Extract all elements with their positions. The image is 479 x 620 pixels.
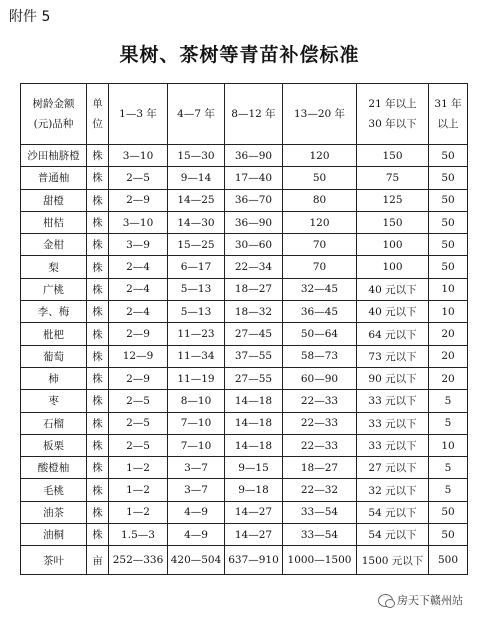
cell-variety: 毛桃: [21, 479, 87, 501]
cell-unit: 株: [87, 323, 109, 345]
cell-variety: 油茶: [21, 501, 87, 523]
cell-variety: 石榴: [21, 412, 87, 434]
cell-age-1-3: 2—4: [109, 301, 168, 323]
attachment-label: 附件 5: [9, 9, 51, 25]
cell-age-21-30: 1500 元以下: [357, 546, 429, 575]
cell-age-31: 50: [429, 524, 468, 546]
cell-age-1-3: 1.5—3: [109, 524, 168, 546]
cell-age-21-30: 100: [357, 234, 429, 256]
cell-age-8-12: 14—18: [225, 390, 283, 412]
cell-unit: 株: [87, 211, 109, 233]
cell-age-31: 50: [429, 234, 468, 256]
cell-age-21-30: 54 元以下: [357, 501, 429, 523]
cell-unit: 株: [87, 524, 109, 546]
cell-age-1-3: 2—5: [109, 390, 168, 412]
cell-variety: 沙田柚脐橙: [21, 145, 87, 167]
header-age-21-30: [357, 84, 429, 145]
cell-age-8-12: 22—34: [225, 256, 283, 278]
cell-age-8-12: 14—18: [225, 412, 283, 434]
cell-age-4-7: 420—504: [168, 546, 225, 575]
header-age-8-12: 8—12 年: [225, 84, 283, 145]
cell-age-8-12: 36—90: [225, 145, 283, 167]
table-row: [21, 457, 468, 479]
cell-age-4-7: 14—30: [168, 211, 225, 233]
header-age-1-3: 1—3 年: [109, 84, 168, 145]
watermark-text: 房天下赣州站: [397, 594, 463, 607]
cell-variety: 油桐: [21, 524, 87, 546]
cell-variety: 甜橙: [21, 189, 87, 211]
header-unit-line1: 单: [92, 98, 103, 110]
cell-age-21-30: 54 元以下: [357, 524, 429, 546]
header-age-31: [429, 84, 468, 145]
cell-age-31: 10: [429, 434, 468, 456]
compensation-table: [20, 83, 468, 575]
cell-age-8-12: 37—55: [225, 345, 283, 367]
cell-variety: 茶叶: [21, 546, 87, 575]
header-age-31-line1: 31 年: [434, 98, 462, 110]
document-title: 果树、茶树等青苗补偿标准: [119, 44, 360, 66]
cell-age-4-7: 5—13: [168, 301, 225, 323]
header-unit: [87, 84, 109, 145]
cell-unit: 株: [87, 301, 109, 323]
cell-age-13-20: 22—33: [283, 412, 357, 434]
header-age-21-30-line1: 21 年以上: [368, 98, 417, 110]
table-row: [21, 412, 468, 434]
table-header-row: [21, 84, 468, 145]
cell-age-21-30: 33 元以下: [357, 434, 429, 456]
cell-age-31: 50: [429, 167, 468, 189]
cell-age-13-20: 18—27: [283, 457, 357, 479]
cell-age-31: 50: [429, 211, 468, 233]
cell-variety: 普通柚: [21, 167, 87, 189]
cell-age-21-30: 150: [357, 211, 429, 233]
cell-age-1-3: 2—4: [109, 278, 168, 300]
cell-age-13-20: 70: [283, 256, 357, 278]
cell-age-31: 5: [429, 412, 468, 434]
table-row: [21, 546, 468, 575]
table-row: [21, 301, 468, 323]
table-row: [21, 479, 468, 501]
cell-age-21-30: 90 元以下: [357, 367, 429, 389]
cell-age-8-12: 36—70: [225, 189, 283, 211]
cell-age-1-3: 2—5: [109, 412, 168, 434]
table-row: [21, 167, 468, 189]
wechat-icon: [378, 594, 393, 607]
cell-age-8-12: 17—40: [225, 167, 283, 189]
cell-variety: 广桃: [21, 278, 87, 300]
cell-age-4-7: 4—9: [168, 501, 225, 523]
cell-age-4-7: 7—10: [168, 412, 225, 434]
cell-unit: 株: [87, 390, 109, 412]
cell-age-1-3: 2—5: [109, 434, 168, 456]
cell-variety: 李、梅: [21, 301, 87, 323]
cell-age-13-20: 22—32: [283, 479, 357, 501]
cell-unit: 株: [87, 167, 109, 189]
cell-age-31: 10: [429, 278, 468, 300]
cell-age-1-3: 12—9: [109, 345, 168, 367]
cell-age-31: 500: [429, 546, 468, 575]
cell-age-13-20: 50—64: [283, 323, 357, 345]
cell-age-31: 50: [429, 256, 468, 278]
cell-variety: 板栗: [21, 434, 87, 456]
cell-age-4-7: 6—17: [168, 256, 225, 278]
cell-age-8-12: 14—27: [225, 524, 283, 546]
cell-age-4-7: 8—10: [168, 390, 225, 412]
header-age-21-30-line2: 30 年以下: [368, 118, 417, 130]
table-row: [21, 211, 468, 233]
cell-age-13-20: 33—54: [283, 501, 357, 523]
cell-age-21-30: 75: [357, 167, 429, 189]
cell-age-1-3: 2—9: [109, 323, 168, 345]
table-row: [21, 367, 468, 389]
cell-age-1-3: 1—2: [109, 479, 168, 501]
cell-age-13-20: 70: [283, 234, 357, 256]
header-variety-line1: 树龄金额: [32, 98, 75, 110]
cell-age-8-12: 27—45: [225, 323, 283, 345]
cell-age-1-3: 3—9: [109, 234, 168, 256]
cell-age-8-12: 9—15: [225, 457, 283, 479]
cell-age-1-3: 2—9: [109, 367, 168, 389]
cell-unit: 亩: [87, 546, 109, 575]
cell-age-21-30: 32 元以下: [357, 479, 429, 501]
cell-unit: 株: [87, 145, 109, 167]
header-age-13-20: 13—20 年: [283, 84, 357, 145]
cell-variety: 枣: [21, 390, 87, 412]
cell-unit: 株: [87, 278, 109, 300]
cell-age-13-20: 50: [283, 167, 357, 189]
cell-age-1-3: 3—10: [109, 145, 168, 167]
cell-age-31: 50: [429, 501, 468, 523]
cell-age-8-12: 18—32: [225, 301, 283, 323]
header-variety: [21, 84, 87, 145]
cell-age-4-7: 4—9: [168, 524, 225, 546]
cell-age-8-12: 18—27: [225, 278, 283, 300]
cell-unit: 株: [87, 189, 109, 211]
cell-age-4-7: 3—7: [168, 479, 225, 501]
cell-age-8-12: 36—90: [225, 211, 283, 233]
cell-age-1-3: 3—10: [109, 211, 168, 233]
cell-age-13-20: 22—33: [283, 390, 357, 412]
header-age-4-7: 4—7 年: [168, 84, 225, 145]
cell-age-21-30: 73 元以下: [357, 345, 429, 367]
cell-age-21-30: 33 元以下: [357, 390, 429, 412]
cell-age-4-7: 7—10: [168, 434, 225, 456]
cell-unit: 株: [87, 256, 109, 278]
cell-variety: 柿: [21, 367, 87, 389]
table-row: [21, 256, 468, 278]
cell-age-31: 5: [429, 479, 468, 501]
cell-age-21-30: 64 元以下: [357, 323, 429, 345]
cell-age-4-7: 15—25: [168, 234, 225, 256]
cell-age-21-30: 33 元以下: [357, 412, 429, 434]
cell-unit: 株: [87, 479, 109, 501]
cell-age-4-7: 11—19: [168, 367, 225, 389]
cell-age-31: 20: [429, 367, 468, 389]
cell-variety: 金柑: [21, 234, 87, 256]
cell-age-21-30: 100: [357, 256, 429, 278]
cell-age-1-3: 252—336: [109, 546, 168, 575]
cell-unit: 株: [87, 434, 109, 456]
cell-unit: 株: [87, 345, 109, 367]
cell-age-8-12: 14—27: [225, 501, 283, 523]
cell-age-13-20: 60—90: [283, 367, 357, 389]
table-row: [21, 501, 468, 523]
header-unit-line2: 位: [92, 118, 103, 130]
cell-age-13-20: 22—33: [283, 434, 357, 456]
cell-age-21-30: 40 元以下: [357, 301, 429, 323]
cell-age-13-20: 1000—1500: [283, 546, 357, 575]
cell-age-1-3: 1—2: [109, 457, 168, 479]
cell-variety: 枇杷: [21, 323, 87, 345]
cell-age-31: 50: [429, 145, 468, 167]
cell-age-13-20: 32—45: [283, 278, 357, 300]
cell-age-13-20: 58—73: [283, 345, 357, 367]
cell-age-13-20: 120: [283, 211, 357, 233]
table-row: [21, 323, 468, 345]
header-age-31-line2: 以上: [437, 118, 459, 130]
cell-age-4-7: 11—23: [168, 323, 225, 345]
cell-variety: 葡萄: [21, 345, 87, 367]
table-row: [21, 345, 468, 367]
table-row: [21, 390, 468, 412]
cell-age-4-7: 15—30: [168, 145, 225, 167]
cell-age-4-7: 3—7: [168, 457, 225, 479]
cell-age-8-12: 30—60: [225, 234, 283, 256]
cell-age-13-20: 80: [283, 189, 357, 211]
cell-unit: 株: [87, 367, 109, 389]
cell-age-31: 20: [429, 345, 468, 367]
cell-age-8-12: 14—18: [225, 434, 283, 456]
cell-age-21-30: 150: [357, 145, 429, 167]
cell-age-1-3: 2—4: [109, 256, 168, 278]
cell-age-1-3: 2—5: [109, 167, 168, 189]
cell-variety: 酸橙柚: [21, 457, 87, 479]
cell-age-31: 20: [429, 323, 468, 345]
cell-unit: 株: [87, 412, 109, 434]
table-row: [21, 434, 468, 456]
cell-age-31: 50: [429, 189, 468, 211]
cell-age-4-7: 14—25: [168, 189, 225, 211]
cell-unit: 株: [87, 234, 109, 256]
cell-age-13-20: 33—54: [283, 524, 357, 546]
cell-age-8-12: 27—55: [225, 367, 283, 389]
cell-age-4-7: 11—34: [168, 345, 225, 367]
cell-age-8-12: 9—18: [225, 479, 283, 501]
cell-variety: 柑桔: [21, 211, 87, 233]
table-row: [21, 145, 468, 167]
watermark: [378, 592, 463, 608]
cell-age-31: 10: [429, 301, 468, 323]
cell-age-4-7: 5—13: [168, 278, 225, 300]
cell-unit: 株: [87, 501, 109, 523]
header-variety-line2: (元)品种: [33, 118, 74, 130]
cell-age-8-12: 637—910: [225, 546, 283, 575]
cell-age-13-20: 120: [283, 145, 357, 167]
cell-age-31: 5: [429, 390, 468, 412]
table-row: [21, 524, 468, 546]
cell-age-21-30: 125: [357, 189, 429, 211]
cell-age-31: 5: [429, 457, 468, 479]
table-row: [21, 278, 468, 300]
cell-age-1-3: 2—9: [109, 189, 168, 211]
cell-unit: 株: [87, 457, 109, 479]
cell-age-4-7: 9—14: [168, 167, 225, 189]
cell-age-21-30: 27 元以下: [357, 457, 429, 479]
cell-age-21-30: 40 元以下: [357, 278, 429, 300]
cell-age-13-20: 36—45: [283, 301, 357, 323]
cell-age-1-3: 1—2: [109, 501, 168, 523]
table-row: [21, 189, 468, 211]
table-row: [21, 234, 468, 256]
cell-variety: 梨: [21, 256, 87, 278]
